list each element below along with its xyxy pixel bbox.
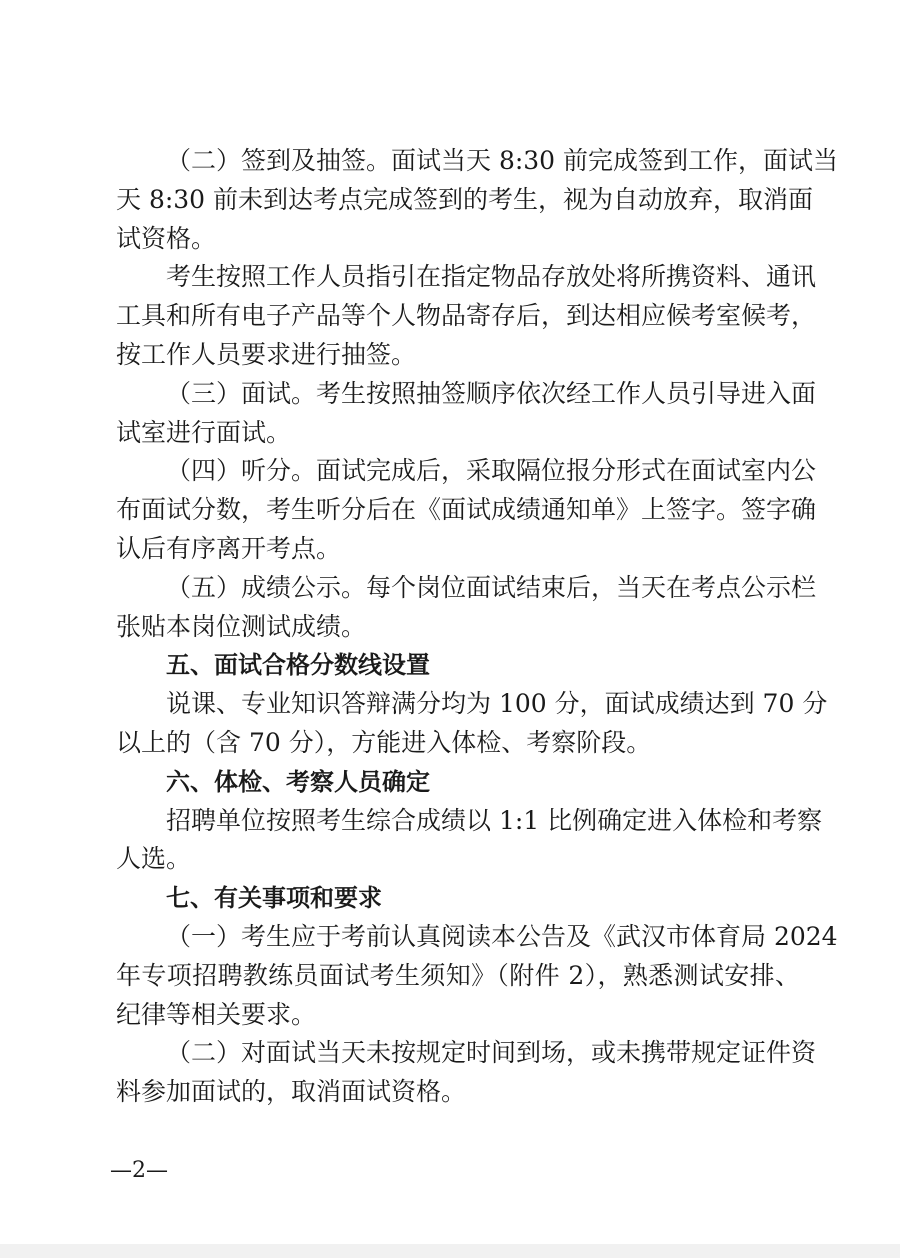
- scan-edge: [0, 1244, 900, 1258]
- text-line: 试室进行面试。: [116, 417, 292, 447]
- text-line: 以上的（含 70 分），方能进入体检、考察阶段。: [116, 727, 652, 757]
- text-line: 试资格。: [116, 223, 217, 253]
- section-heading-medical-check: 六、体检、考察人员确定: [166, 767, 430, 796]
- page-number: —2—: [110, 1158, 168, 1183]
- section-heading-passing-score: 五、面试合格分数线设置: [166, 651, 430, 680]
- text-line: 料参加面试的，取消面试资格。: [116, 1077, 467, 1107]
- text-line: 工具和所有电子产品等个人物品寄存后，到达相应候考室候考，: [116, 301, 817, 331]
- text-line: 布面试分数，考生听分后在《面试成绩通知单》上签字。签字确: [116, 495, 817, 525]
- paragraph-interview: [116, 375, 817, 453]
- text-line: （四）听分。面试完成后，采取隔位报分形式在面试室内公: [166, 456, 817, 486]
- paragraph-sign-in: [116, 142, 839, 258]
- text-line: （五）成绩公示。每个岗位面试结束后，当天在考点公示栏: [166, 572, 817, 602]
- text-line: （一）考生应于考前认真阅读本公告及《武汉市体育局 2024: [166, 921, 838, 951]
- paragraph-belongings: [116, 258, 817, 374]
- paragraph-read-notice: [116, 918, 838, 1034]
- paragraph-medical-check: [116, 802, 823, 880]
- text-line: 按工作人员要求进行抽签。: [116, 339, 417, 369]
- paragraph-passing-score: [116, 685, 828, 763]
- text-line: 考生按照工作人员指引在指定物品存放处将所携资料、通讯: [166, 262, 817, 292]
- section-heading-requirements: 七、有关事项和要求: [166, 884, 382, 913]
- text-line: 天 8:30 前未到达考点完成签到的考生，视为自动放弃，取消面: [116, 184, 814, 214]
- text-line: 张贴本岗位测试成绩。: [116, 611, 367, 641]
- paragraph-results-posting: [116, 569, 817, 647]
- text-line: （三）面试。考生按照抽签顺序依次经工作人员引导进入面: [166, 378, 817, 408]
- paragraph-score-notice: [116, 452, 817, 568]
- paragraph-disqualification: [116, 1034, 817, 1112]
- text-line: 招聘单位按照考生综合成绩以 1:1 比例确定进入体检和考察: [166, 805, 823, 835]
- text-line: 年专项招聘教练员面试考生须知》（附件 2），熟悉测试安排、: [116, 960, 800, 990]
- text-line: （二）对面试当天未按规定时间到场，或未携带规定证件资: [166, 1038, 817, 1068]
- text-line: 说课、专业知识答辩满分均为 100 分，面试成绩达到 70 分: [166, 689, 828, 719]
- text-line: （二）签到及抽签。面试当天 8:30 前完成签到工作，面试当: [166, 146, 839, 175]
- text-line: 认后有序离开考点。: [116, 533, 342, 563]
- text-line: 人选。: [116, 844, 192, 874]
- document-body: [116, 142, 839, 1112]
- text-line: 纪律等相关要求。: [116, 999, 317, 1029]
